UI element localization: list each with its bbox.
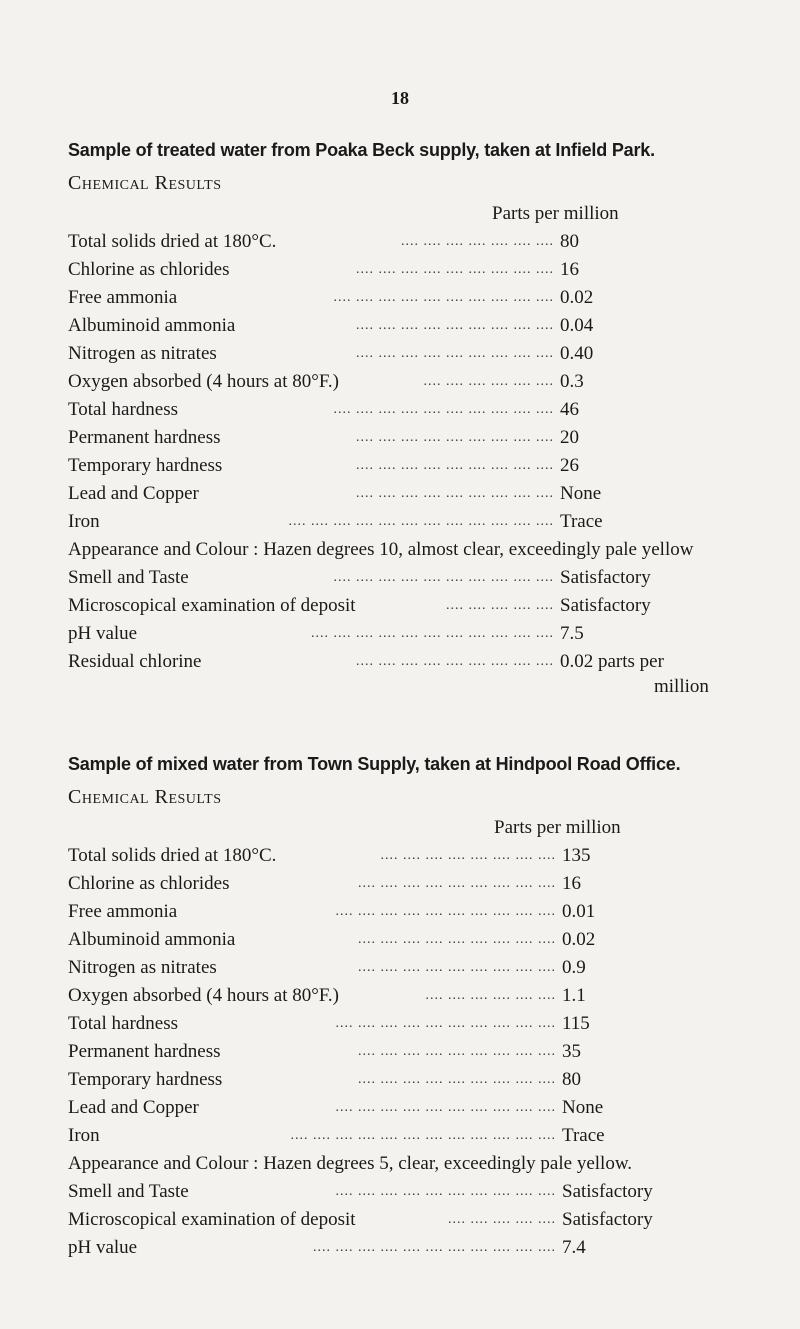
result-label: Nitrogen as nitrates [68,343,217,364]
result-value: 20 [560,427,579,448]
result-row [68,452,768,480]
appearance-row [68,536,768,564]
leader-dots: .... .... .... .... .... .... .... .... .... .... [335,904,556,919]
result-label: Smell and Taste [68,1181,189,1202]
leader-dots: .... .... .... .... .... .... .... .... .... .... .... [311,626,554,641]
result-row [68,1178,768,1206]
leader-dots: .... .... .... .... .... .... [423,374,554,389]
result-value: Trace [562,1125,605,1146]
residual-continuation [68,676,768,700]
units-header [68,814,768,842]
leader-dots: .... .... .... .... .... .... .... .... .... .... [335,1016,556,1031]
result-label: Iron [68,511,100,532]
result-value: 35 [562,1041,581,1062]
result-row [68,1010,768,1038]
section-subtitle: Chemical Results [68,172,222,194]
appearance-row [68,1150,768,1178]
result-row [68,842,768,870]
result-label: Albuminoid ammonia [68,929,236,950]
leader-dots: .... .... .... .... .... .... .... .... .... [356,262,554,277]
result-label: Permanent hardness [68,427,221,448]
result-label: Nitrogen as nitrates [68,957,217,978]
appearance-text: Appearance and Colour : Hazen degrees 10, almost clear, exceedingly pale yellow [68,539,694,560]
result-value: 80 [562,1069,581,1090]
result-row [68,870,768,898]
result-value: 0.02 [560,287,594,308]
result-value: Satisfactory [560,595,651,616]
result-value: None [562,1097,604,1118]
result-row [68,926,768,954]
leader-dots: .... .... .... .... .... .... .... [401,234,554,249]
result-row [68,480,768,508]
result-label: pH value [68,623,138,644]
page-number: 18 [391,88,409,108]
result-label: Residual chlorine [68,651,202,672]
leader-dots: .... .... .... .... .... .... .... .... .... .... [335,1100,556,1115]
result-value: Satisfactory [562,1181,653,1202]
result-row [68,1206,768,1234]
results-list-2 [68,1178,768,1262]
result-row [68,982,768,1010]
section-town-supply [68,752,768,1262]
leader-dots: .... .... .... .... .... .... .... .... .... [358,876,556,891]
units-header [68,200,768,228]
result-label: Albuminoid ammonia [68,315,236,336]
results-list [68,228,768,536]
result-label: Lead and Copper [68,483,199,504]
result-row [68,284,768,312]
result-label: pH value [68,1237,138,1258]
leader-dots: .... .... .... .... .... .... .... .... .... .... .... .... [290,1128,556,1143]
result-value: 7.4 [562,1237,586,1258]
section-title: Sample of mixed water from Town Supply, taken at Hindpool Road Office. [68,754,681,774]
result-row [68,564,768,592]
section-poaka-beck [68,138,768,700]
result-row [68,424,768,452]
result-label: Chlorine as chlorides [68,873,230,894]
result-value: 0.04 [560,315,594,336]
result-value: 115 [562,1013,590,1034]
result-row [68,340,768,368]
result-value: 0.01 [562,901,596,922]
result-value: 16 [562,873,581,894]
leader-dots: .... .... .... .... .... .... .... .... .... [358,1044,556,1059]
result-value: 0.40 [560,343,594,364]
result-value: 135 [562,845,591,866]
result-label: Oxygen absorbed (4 hours at 80°F.) [68,985,339,1006]
result-label: Total solids dried at 180°C. [68,845,277,866]
result-value: None [560,483,602,504]
leader-dots: .... .... .... .... .... .... .... .... .... .... .... .... [288,514,554,529]
leader-dots: .... .... .... .... .... .... .... .... .... [356,318,554,333]
result-label: Permanent hardness [68,1041,221,1062]
result-value: 80 [560,231,579,252]
result-row [68,1066,768,1094]
result-label: Total solids dried at 180°C. [68,231,277,252]
result-row [68,648,768,676]
result-value: Satisfactory [560,567,651,588]
result-label: Total hardness [68,399,179,420]
result-label: Free ammonia [68,901,178,922]
result-label: Microscopical examination of deposit [68,1209,356,1230]
leader-dots: .... .... .... .... .... .... .... .... .... [358,960,556,975]
result-label: Total hardness [68,1013,179,1034]
result-label: Iron [68,1125,100,1146]
leader-dots: .... .... .... .... .... .... .... .... .... .... .... [313,1240,556,1255]
result-row [68,954,768,982]
residual-continuation-text: million [654,676,709,697]
result-row [68,256,768,284]
result-row [68,1094,768,1122]
result-label: Free ammonia [68,287,178,308]
result-row [68,368,768,396]
units-label: Parts per million [492,203,619,224]
result-row [68,620,768,648]
result-value: 0.9 [562,957,586,978]
result-row [68,1038,768,1066]
leader-dots: .... .... .... .... .... .... .... .... .... .... [333,290,554,305]
result-label: Microscopical examination of deposit [68,595,356,616]
leader-dots: .... .... .... .... .... [448,1212,556,1227]
leader-dots: .... .... .... .... .... .... .... .... .... .... [333,570,554,585]
leader-dots: .... .... .... .... .... .... .... .... .... [358,932,556,947]
result-label: Lead and Copper [68,1097,199,1118]
result-label: Oxygen absorbed (4 hours at 80°F.) [68,371,339,392]
leader-dots: .... .... .... .... .... .... .... .... .... [356,486,554,501]
result-value: 46 [560,399,579,420]
leader-dots: .... .... .... .... .... .... .... .... .... .... [333,402,554,417]
leader-dots: .... .... .... .... .... .... .... .... .... .... [335,1184,556,1199]
result-value: 1.1 [562,985,586,1006]
result-value: 0.3 [560,371,584,392]
results-list [68,842,768,1150]
leader-dots: .... .... .... .... .... .... .... .... .... [356,458,554,473]
result-label: Temporary hardness [68,1069,223,1090]
leader-dots: .... .... .... .... .... .... .... .... .... [356,346,554,361]
leader-dots: .... .... .... .... .... .... .... .... .... [356,430,554,445]
result-value: 0.02 [562,929,596,950]
result-value: Trace [560,511,603,532]
result-label: Temporary hardness [68,455,223,476]
result-value: 7.5 [560,623,584,644]
leader-dots: .... .... .... .... .... .... [425,988,556,1003]
results-list-2 [68,564,768,676]
result-value: 0.02 parts per [560,651,664,672]
result-value: 26 [560,455,579,476]
result-value: Satisfactory [562,1209,653,1230]
result-label: Smell and Taste [68,567,189,588]
result-row [68,312,768,340]
result-row [68,508,768,536]
leader-dots: .... .... .... .... .... .... .... .... [380,848,556,863]
result-row [68,396,768,424]
appearance-text: Appearance and Colour : Hazen degrees 5, clear, exceedingly pale yellow. [68,1153,633,1174]
result-row [68,1122,768,1150]
result-row [68,1234,768,1262]
section-title: Sample of treated water from Poaka Beck supply, taken at Infield Park. [68,140,655,160]
result-row [68,228,768,256]
result-row [68,592,768,620]
units-label: Parts per million [494,817,621,838]
leader-dots: .... .... .... .... .... .... .... .... .... [358,1072,556,1087]
leader-dots: .... .... .... .... .... [446,598,554,613]
section-subtitle: Chemical Results [68,786,222,808]
result-value: 16 [560,259,579,280]
result-label: Chlorine as chlorides [68,259,230,280]
result-row [68,898,768,926]
leader-dots: .... .... .... .... .... .... .... .... .... [356,654,554,669]
